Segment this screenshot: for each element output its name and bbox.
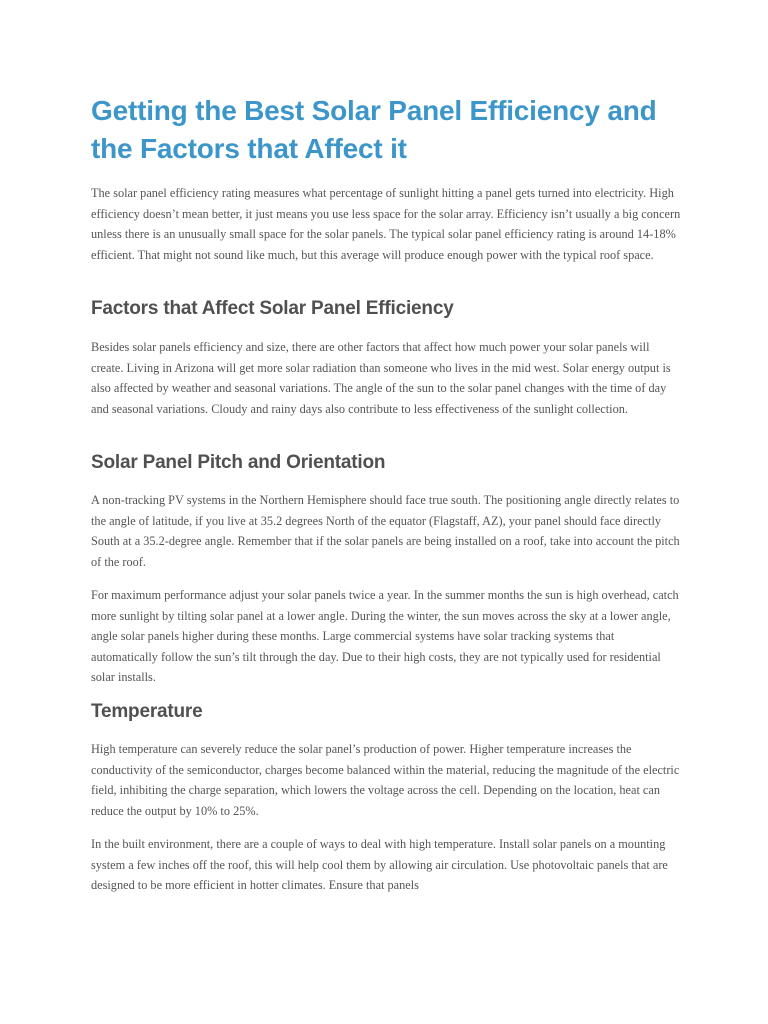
section-heading-efficiency-factors: Factors that Affect Solar Panel Efficiency [91,298,454,319]
temperature-paragraph-2: In the built environment, there are a couple of ways to deal with high temperature. Install solar panels on a mounting system a few inches off the roof, this will help cool them by allowing air circulation. Use photovoltaic panels that are designed to be more efficient in hotter climates. Ensure that panels [91,837,668,892]
article-title: Getting the Best Solar Panel Efficiency and the Factors that Affect it [91,95,657,164]
efficiency-factors-paragraph: Besides solar panels efficiency and size, there are other factors that affect how much power your solar panels will create. Living in Arizona will get more solar radiation than someone who lives in the mid west. Solar energy output is also affected by weather and seasonal variations. The angle of the sun to the solar panel changes with the time of day and seasonal variations. Cloudy and rainy days also contribute to less effectiveness of the sunlight collection. [91,340,671,416]
pitch-orientation-paragraph-1: A non-tracking PV systems in the Northern Hemisphere should face true south. The positioning angle directly relates to the angle of latitude, if you live at 35.2 degrees North of the equator (Flagstaff, AZ), your panel should face directly South at a 35.2-degree angle. Remember that if the solar panels are being installed on a roof, take into account the pitch of the roof. [91,493,680,569]
temperature-paragraph-1: High temperature can severely reduce the solar panel’s production of power. Higher temperature increases the conductivity of the semiconductor, charges become balanced within the material, reducing the magnitude of the electric field, inhibiting the charge separation, which lowers the voltage across the cell. Depending on the location, heat can reduce the output by 10% to 25%. [91,742,680,818]
section-heading-temperature: Temperature [91,701,203,722]
section-heading-pitch-orientation: Solar Panel Pitch and Orientation [91,452,386,473]
intro-paragraph: The solar panel efficiency rating measures what percentage of sunlight hitting a panel gets turned into electricity. High efficiency doesn’t mean better, it just means you use less space for the solar array. Efficiency isn’t usually a big concern unless there is an unusually small space for the solar panels. The typical solar panel efficiency rating is around 14-18% efficient. That might not sound like much, but this average will produce enough power with the typical roof space. [91,186,681,262]
pitch-orientation-paragraph-2: For maximum performance adjust your solar panels twice a year. In the summer months the sun is high overhead, catch more sunlight by tilting solar panel at a lower angle. During the winter, the sun moves across the sky at a lower angle, angle solar panels higher during these months. Large commercial systems have solar tracking systems that automatically follow the sun’s tilt through the day. Due to their high costs, they are not typically used for residential solar installs. [91,588,679,684]
